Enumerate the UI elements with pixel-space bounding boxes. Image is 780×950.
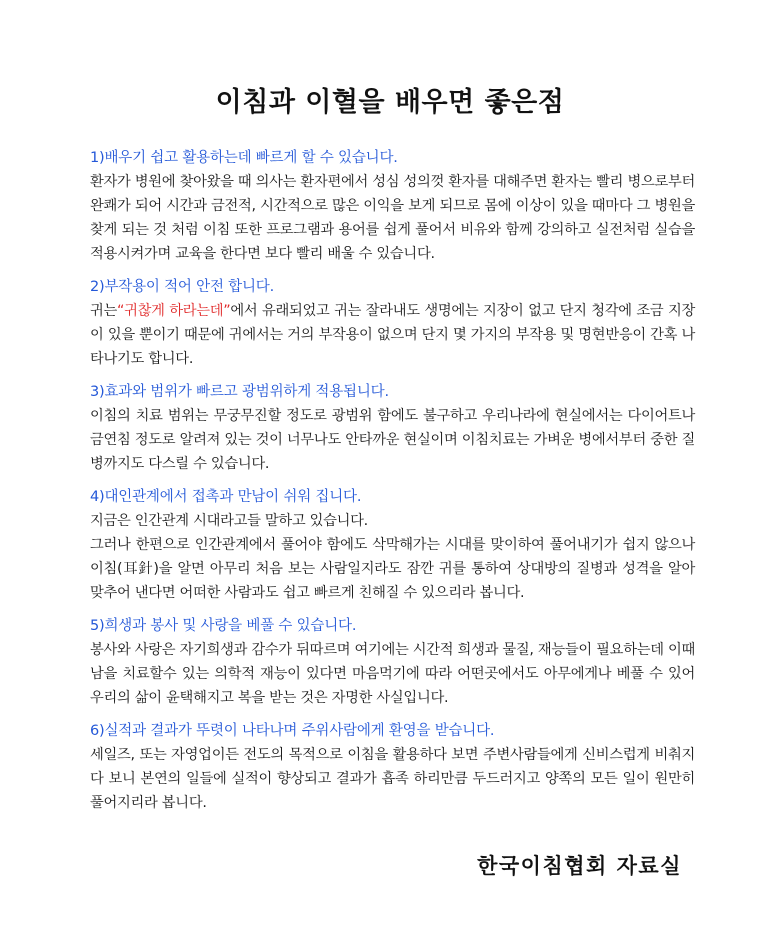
page-title: 이침과 이혈을 배우면 좋은점 <box>215 87 565 118</box>
section-4 <box>90 485 695 605</box>
section-text <box>90 299 695 371</box>
section-heading: 1)배우기 쉽고 활용하는데 빠르게 할 수 있습니다. <box>90 150 398 166</box>
paragraph: 이침의 치료 범위는 무궁무진할 정도로 광범위 함에도 불구하고 우리나라에 현실에서는 다이어트나 금연침 정도로 알려져 있는 것이 너무나도 안타까운 현실이며 이침치료는 가벼운 병에서부터 중한 질병까지도 다스릴 수 있습니다. <box>90 408 695 472</box>
quoted-phrase: “귀찮게 하라는데” <box>117 303 231 319</box>
section-heading: 6)실적과 결과가 뚜렷이 나타나며 주위사람에게 환영을 받습니다. <box>90 723 495 739</box>
paragraph: 그러나 한편으로 인간관계에서 풀어야 함에도 삭막해가는 시대를 맞이하여 풀어내기가 쉽지 않으나 이침(耳針)을 알면 아무리 처음 보는 사람일지라도 잠깐 귀를 통하여 상대방의 질병과 성격을 알아 맞추어 낸다면 어떠한 사람과도 쉽고 빠르게 친해질 수 있으리라 봅니다. <box>90 537 695 601</box>
section-1 <box>90 146 695 266</box>
paragraph: 지금은 인간관계 시대라고들 말하고 있습니다. <box>90 513 368 529</box>
document-body <box>90 146 695 824</box>
section-text <box>90 638 695 710</box>
section-text <box>90 743 695 815</box>
signature: 한국이침협회 자료실 <box>477 854 682 878</box>
paragraph: 환자가 병원에 찾아왔을 때 의사는 환자편에서 성심 성의껏 환자를 대해주면 환자는 빨리 병으로부터 완쾌가 되어 시간과 금전적, 시간적으로 많은 이익을 보게 되므로 몸에 이상이 있을 때마다 그 병원을 찾게 되는 것 처럼 이침 또한 프로그램과 용어를 쉽게 풀어서 비유와 함께 강의하고 실전처럼 실습을 적용시켜가며 교육을 한다면 보다 빨리 배울 수 있습니다. <box>90 174 695 262</box>
section-heading: 3)효과와 범위가 빠르고 광범위하게 적용됩니다. <box>90 384 389 400</box>
section-heading: 4)대인관계에서 접촉과 만남이 쉬워 집니다. <box>90 489 362 505</box>
section-heading: 5)희생과 봉사 및 사랑을 베풀 수 있습니다. <box>90 618 357 634</box>
paragraph-lead: 귀는 <box>90 303 118 319</box>
section-3 <box>90 380 695 476</box>
paragraph-rest: 에서 유래되었고 귀는 잘라내도 생명에는 지장이 없고 단지 청각에 조금 지장이 있을 뿐이기 때문에 귀에서는 거의 부작용이 없으며 단지 몇 가지의 부작용 및 명현반응이 간혹 나타나기도 합니다. <box>90 303 695 367</box>
section-text <box>90 170 695 266</box>
section-2 <box>90 275 695 371</box>
section-text <box>90 404 695 476</box>
section-6 <box>90 719 695 815</box>
section-5 <box>90 614 695 710</box>
paragraph: 세일즈, 또는 자영업이든 전도의 목적으로 이침을 활용하다 보면 주변사람들에게 신비스럽게 비춰지다 보니 본연의 일들에 실적이 향상되고 결과가 흡족 하리만큼 두드러지고 양쪽의 모든 일이 원만히 풀어지리라 봅니다. <box>90 747 695 811</box>
section-text <box>90 509 695 605</box>
paragraph: 봉사와 사랑은 자기희생과 감수가 뒤따르며 여기에는 시간적 희생과 물질, 재능들이 필요하는데 이때 남을 치료할수 있는 의학적 재능이 있다면 마음먹기에 따라 어떤곳에서도 아무에게나 베풀 수 있어 우리의 삶이 윤택해지고 복을 받는 것은 자명한 사실입니다. <box>90 642 695 706</box>
section-heading: 2)부작용이 적어 안전 합니다. <box>90 279 274 295</box>
